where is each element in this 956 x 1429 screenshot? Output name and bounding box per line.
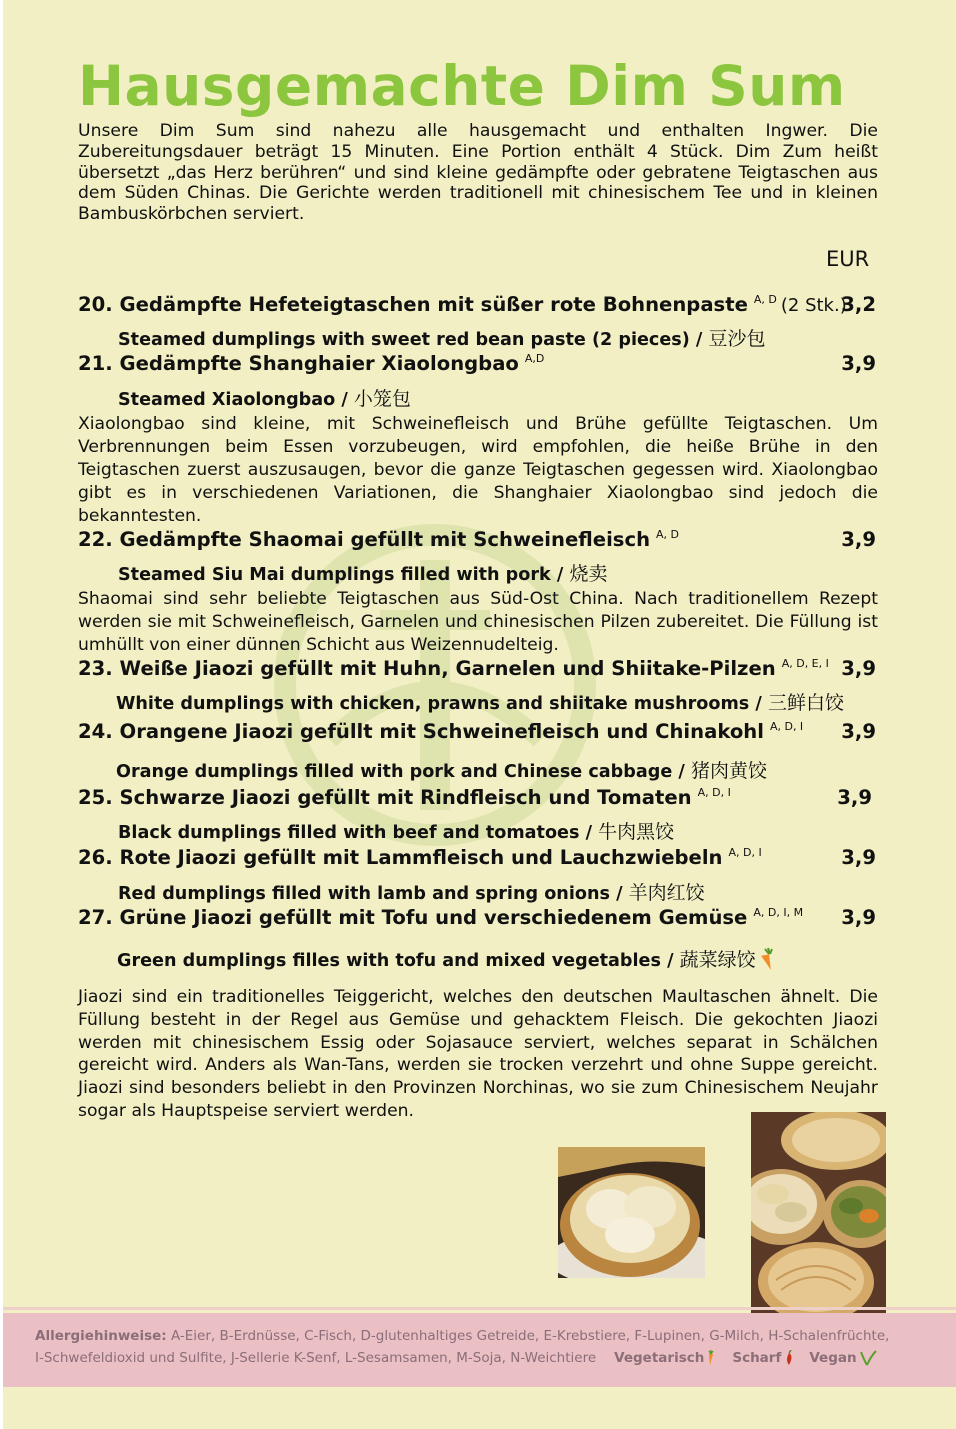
item-chinese-name: 小笼包 <box>353 388 411 410</box>
item-price: 3,9 <box>841 720 876 743</box>
xiaolongbao-photo <box>558 1147 705 1278</box>
item-extra: (2 Stk.) <box>780 295 847 316</box>
item-name: 23. Weiße Jiaozi gefüllt mit Huhn, Garnelen und Shiitake-Pilzen <box>78 657 776 680</box>
item-chinese-name: 牛肉黑饺 <box>598 821 675 843</box>
item-english-name: Steamed dumplings with sweet red bean paste (2 pieces) / <box>118 330 703 350</box>
menu-item-26 <box>78 846 876 872</box>
item-name: 24. Orangene Jiaozi gefüllt mit Schweinefleisch und Chinakohl <box>78 720 764 743</box>
menu-item-21-translation <box>118 384 411 411</box>
item-allergens: A, D, E, I <box>781 657 829 670</box>
item-english-name: Steamed Xiaolongbao / <box>118 390 348 410</box>
item-allergens: A, D, I <box>728 846 762 859</box>
shaomai-description: Shaomai sind sehr beliebte Teigtaschen aus Süd-Ost China. Nach traditionellem Rezept werden sie mit Schweinefleisch, Garnelen und chinesischen Pilzen zubereitet. Die Füllung ist umhüllt von einer dünnen Schicht aus Weizennudelteig. <box>78 589 878 655</box>
item-chinese-name: 羊肉红饺 <box>628 882 705 904</box>
item-price: 3,9 <box>841 906 876 929</box>
item-price: 3,9 <box>841 528 876 551</box>
item-name: 21. Gedämpfte Shanghaier Xiaolongbao <box>78 352 519 375</box>
chili-pepper-icon <box>783 1350 795 1366</box>
currency-label: EUR <box>826 247 870 271</box>
jiaozi-description: Jiaozi sind ein traditionelles Teiggericht, welches den deutschen Maultaschen ähnelt. Die Füllung besteht in der Regel aus Gemüse und gehacktem Fleisch. Die gekochten Jiaozi werden mit chinesischem Essig oder Sojasauce serviert, welches separat in Schälchen gereicht wird. Anders als Wan-Tans, werden sie trocken verzehrt und ohne Suppe gereicht. Jiaozi sind besonders beliebt in den Provinzen Norchinas, wo sie zum Chinesischem Neujahr sogar als Hauptspeise serviert werden. <box>78 987 878 1121</box>
jiaozi-steamers-photo <box>751 1112 886 1314</box>
item-chinese-name: 烧卖 <box>569 563 608 585</box>
item-name: 27. Grüne Jiaozi gefüllt mit Tofu und verschiedenem Gemüse <box>78 906 748 929</box>
item-name: 25. Schwarze Jiaozi gefüllt mit Rindfleisch und Tomaten <box>78 786 692 809</box>
menu-item-25 <box>78 786 876 812</box>
legend-vegan: Vegan <box>809 1350 857 1366</box>
legend-spicy: Scharf <box>732 1350 782 1366</box>
allergy-list-line-1: A-Eier, B-Erdnüsse, C-Fisch, D-glutenhaltiges Getreide, E-Krebstiere, F-Lupinen, G-Milch, H-Schalenfrüchte, <box>170 1328 890 1344</box>
allergy-legend <box>3 1313 956 1387</box>
item-price: 3,2 <box>841 293 876 316</box>
item-english-name: Steamed Siu Mai dumplings filled with pork / <box>118 565 564 585</box>
item-english-name: Orange dumplings filled with pork and Chinese cabbage / <box>116 762 685 782</box>
item-chinese-name: 豆沙包 <box>708 328 766 350</box>
menu-item-24 <box>78 720 876 746</box>
leaf-vegan-icon <box>859 1350 877 1366</box>
item-price: 3,9 <box>841 352 876 375</box>
allergy-label: Allergiehinweise: <box>35 1328 167 1344</box>
item-chinese-name: 三鲜白饺 <box>767 692 844 714</box>
item-allergens: A, D <box>656 528 680 541</box>
menu-item-26-translation <box>118 878 705 905</box>
menu-item-27-translation <box>117 945 776 972</box>
item-chinese-name: 蔬菜绿饺 <box>679 949 756 971</box>
item-name: 22. Gedämpfte Shaomai gefüllt mit Schweinefleisch <box>78 528 651 551</box>
item-allergens: A, D, I <box>697 786 731 799</box>
menu-item-24-translation <box>116 756 767 783</box>
intro-text: Unsere Dim Sum sind nahezu alle hausgemacht und enthalten Ingwer. Die Zubereitungsdauer beträgt 15 Minuten. Eine Portion enthält 4 Stück. Dim Zum heißt übersetzt „das Herz berühren“ und sind kleine gedämpfte oder gebratene Teigtaschen aus dem Süden Chinas. Die Gerichte werden traditionell mit chinesischem Tee und in kleinen Bambuskörbchen serviert. <box>78 121 878 225</box>
menu-item-22 <box>78 528 876 554</box>
menu-item-21 <box>78 352 876 378</box>
item-allergens: A, D, I <box>769 720 804 733</box>
item-price: 3,9 <box>841 846 876 869</box>
item-allergens: A, D <box>753 293 777 306</box>
item-english-name: Black dumplings filled with beef and tomatoes / <box>118 823 593 843</box>
item-english-name: White dumplings with chicken, prawns and shiitake mushrooms / <box>116 694 762 714</box>
xiaolongbao-description: Xiaolongbao sind kleine, mit Schweinefleisch und Brühe gefüllte Teigtaschen. Um Verbrennungen beim Essen vorzubeugen, wird empfohlen, die heiße Brühe in den Teigtaschen zuerst auszusaugen, bevor die ganze Teigtaschen gegessen wird. Xiaolongbao gibt es in verschiedenen Variationen, die Shanghaier Xiaolongbao sind jedoch die bekanntesten. <box>78 414 878 526</box>
page-title: Hausgemachte Dim Sum <box>78 54 846 118</box>
carrot-icon <box>706 1350 716 1366</box>
carrot-vegetarian-icon <box>758 946 776 970</box>
item-chinese-name: 猪肉黄饺 <box>690 760 767 782</box>
item-allergens: A,D <box>524 352 545 365</box>
legend-vegetarian: Vegetarisch <box>614 1350 705 1366</box>
menu-item-22-translation <box>118 559 607 586</box>
menu-item-25-translation <box>118 817 674 844</box>
allergy-band-border <box>3 1307 956 1310</box>
item-price: 3,9 <box>837 786 872 809</box>
item-english-name: Green dumplings filles with tofu and mixed vegetables / <box>117 951 674 971</box>
item-english-name: Red dumplings filled with lamb and spring onions / <box>118 884 623 904</box>
allergy-list-line-2: I-Schwefeldioxid und Sulfite, J-Sellerie K-Senf, L-Sesamsamen, M-Soja, N-Weichtiere <box>35 1350 597 1366</box>
item-price: 3,9 <box>841 657 876 680</box>
menu-item-27 <box>78 906 876 932</box>
menu-item-23 <box>78 657 876 683</box>
item-name: 26. Rote Jiaozi gefüllt mit Lammfleisch und Lauchzwiebeln <box>78 846 723 869</box>
menu-item-20 <box>78 293 876 319</box>
item-name: 20. Gedämpfte Hefeteigtaschen mit süßer rote Bohnenpaste <box>78 293 748 316</box>
item-allergens: A, D, I, M <box>753 906 804 919</box>
menu-item-23-translation <box>116 688 844 715</box>
menu-item-20-translation <box>118 324 766 351</box>
